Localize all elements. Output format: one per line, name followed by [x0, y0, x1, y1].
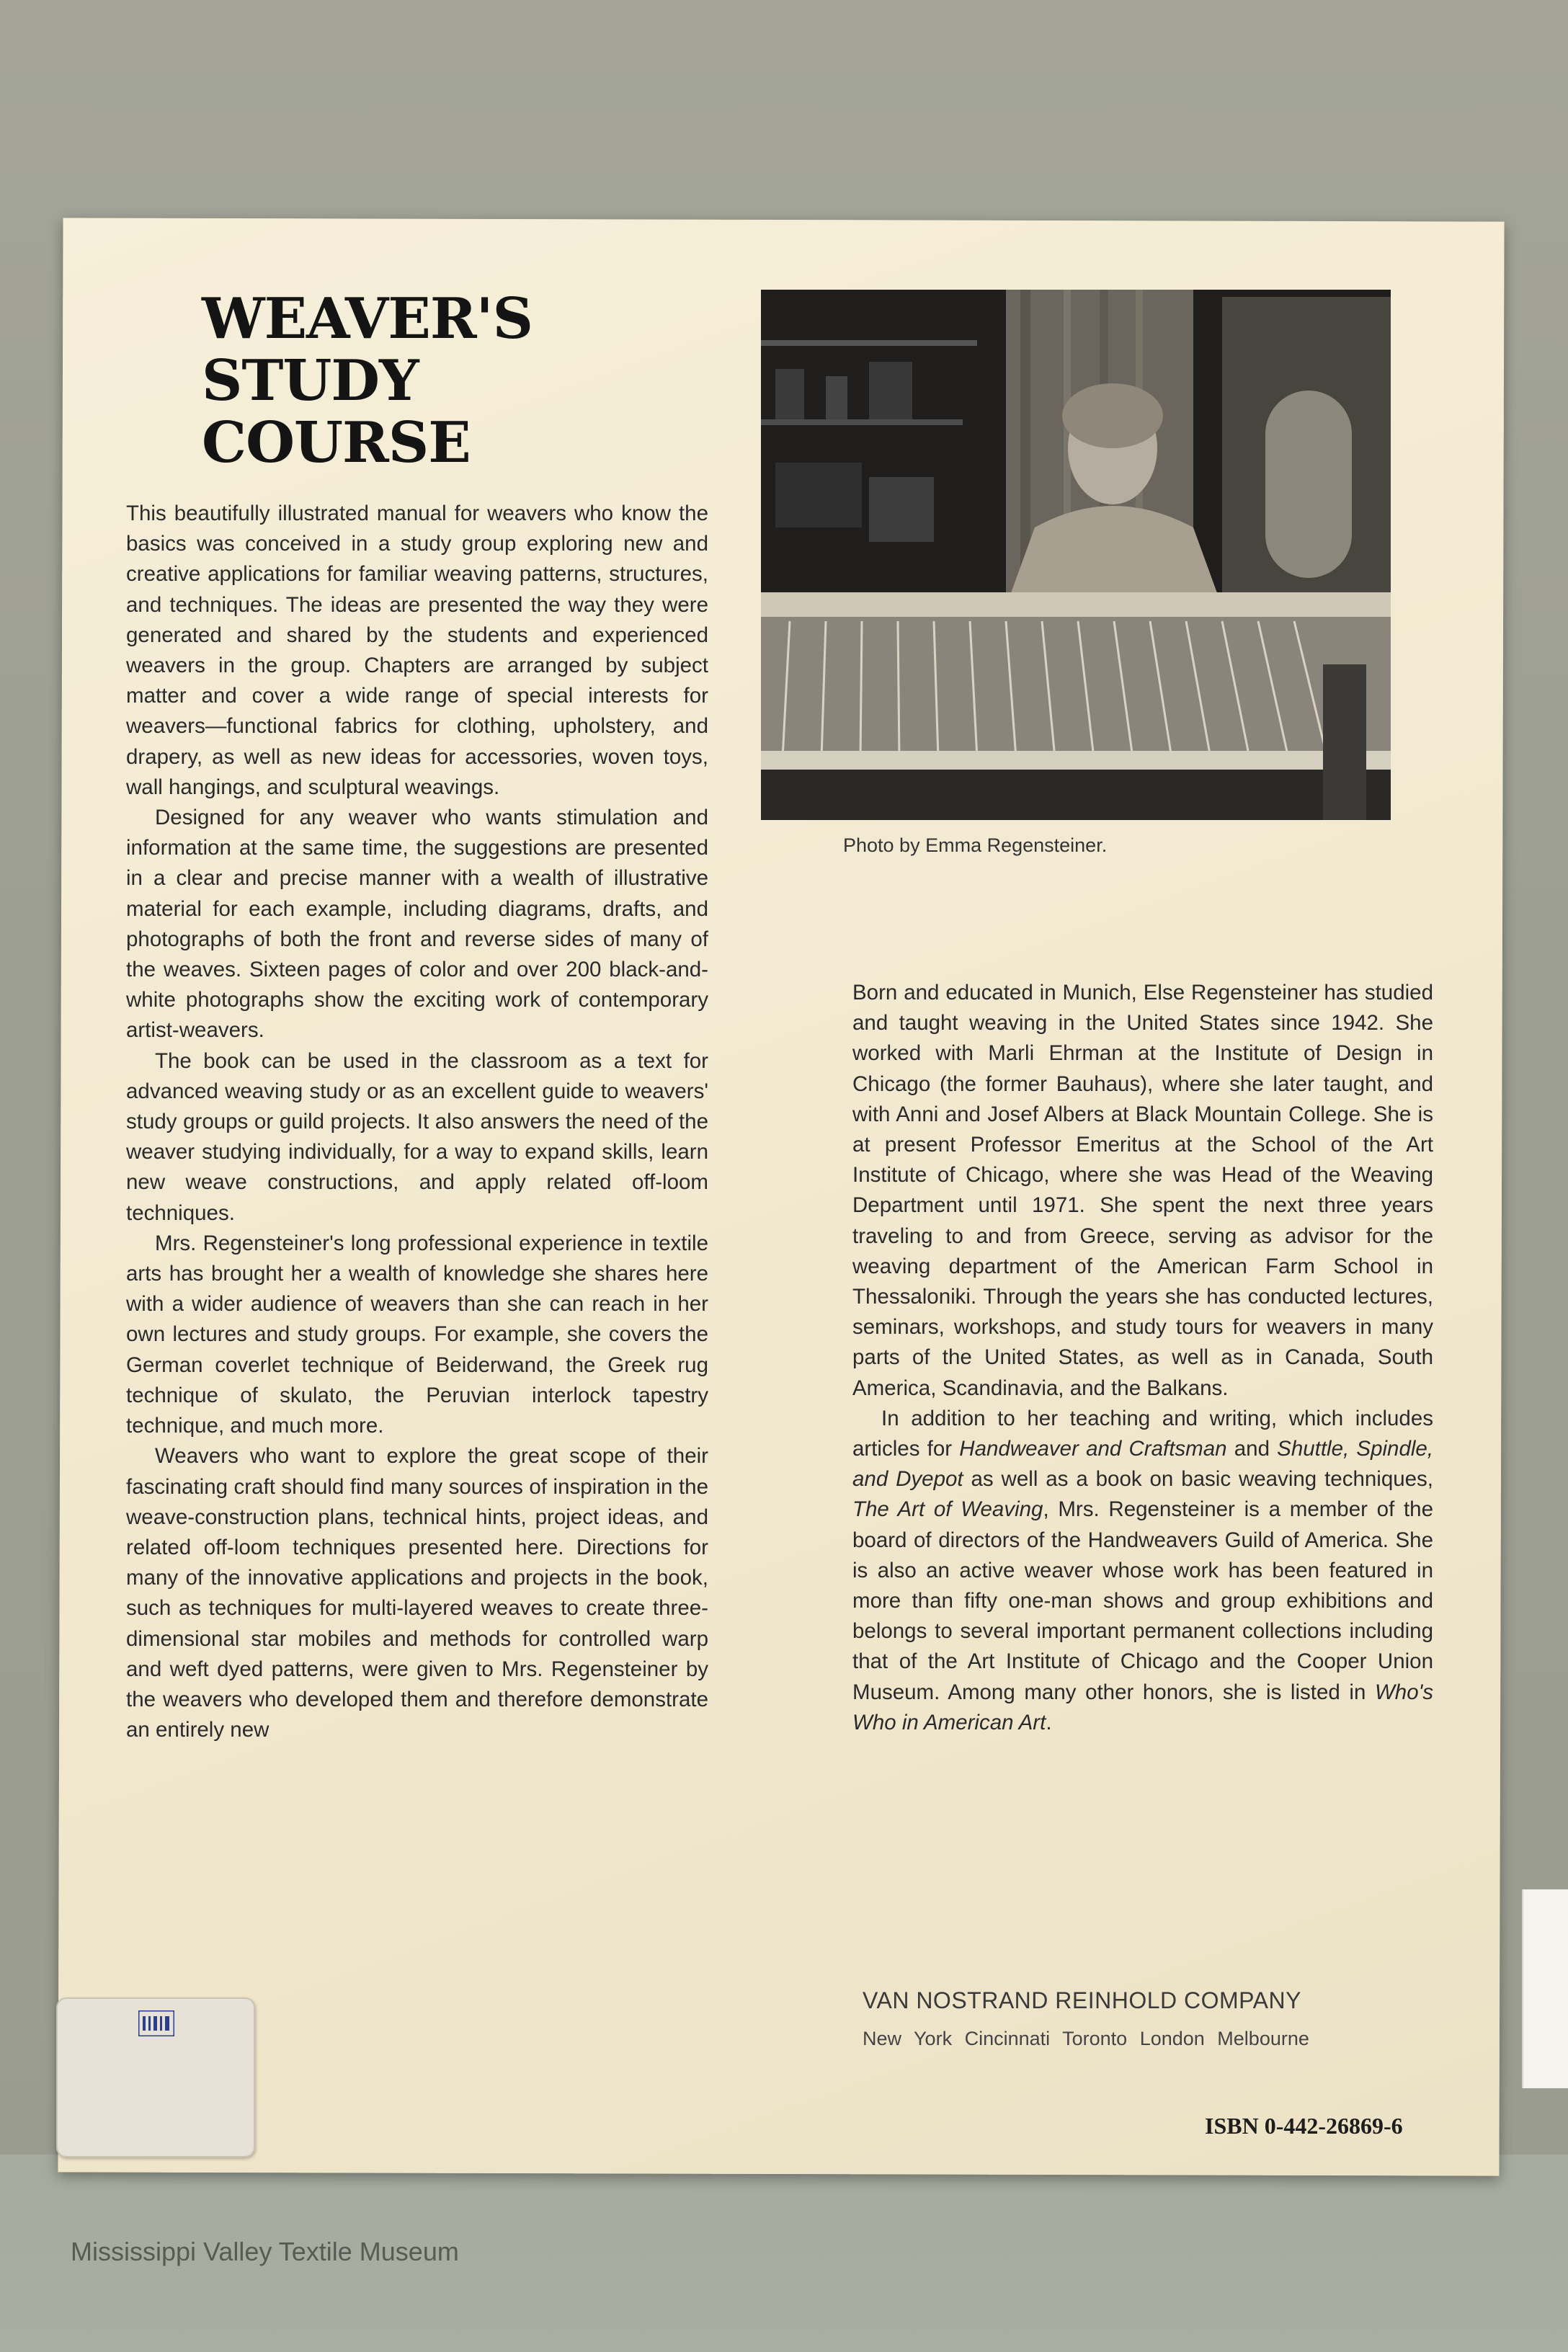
title-line-2: STUDY [202, 348, 419, 414]
bio-whos-who-title: Who's Who in American Art [852, 1680, 1433, 1734]
shelf-label-tab [1522, 1889, 1568, 2088]
bio-text-4: , Mrs. Regensteiner is a member of the board of directors of the Handweavers Guild of America. She is also an active weaver whose work has been featured in more than fifty one-man shows and group exhibitions and belongs to several important permanent collections including that of the Art Institute of Chicago and the Cooper Union Museum. Among many other honors, she is listed in [852, 1497, 1433, 1704]
photo-caption: Photo by Emma Regensteiner. [843, 834, 1108, 856]
museum-watermark: Mississippi Valley Textile Museum [71, 2237, 459, 2266]
author-photo [761, 290, 1391, 820]
publisher-name: VAN NOSTRAND REINHOLD COMPANY [863, 1987, 1301, 2013]
bio-text-2: and [1226, 1437, 1278, 1461]
bio-magazine-title-2: Shuttle, Spindle, and Dyepot [852, 1437, 1434, 1492]
bio-book-title: The Art of Weaving [852, 1497, 1043, 1522]
description-paragraph-4: Mrs. Regensteiner's long professional experience in textile arts has brought her a wealth of knowledge she shares here with a wider audience of weavers than she can reach in her own lectures and study groups. For example, she covers the German coverlet technique of Beiderwand, the Greek rug technique of skulato, the Peruvian interlock tapestry technique, and much more. [126, 1231, 708, 1438]
book-title [202, 288, 576, 474]
bio-paragraph-2 [852, 1404, 1433, 1738]
library-sticker [56, 1997, 255, 2157]
author-bio-column [852, 978, 1433, 1738]
title-line-1: WEAVER'S [202, 286, 533, 352]
bio-text-1: In addition to her teaching and writing, which includes articles for [852, 1406, 1433, 1461]
description-paragraph-2: Designed for any weaver who wants stimulation and information at the same time, the suggestions are presented in a clear and precise manner with a wealth of illustrative material for each example, including diagrams, drafts, and photographs of both the front and reverse sides of many of the weaves. Sixteen pages of color and over 200 black-and-white photographs show the exciting work of contemporary artist-weavers. [126, 806, 708, 1043]
title-line-3: COURSE [202, 410, 471, 476]
bio-text-5: . [1046, 1710, 1052, 1734]
description-column [126, 499, 708, 1745]
bio-magazine-title-1: Handweaver and Craftsman [959, 1437, 1227, 1461]
description-paragraph-3: The book can be used in the classroom as a text for advanced weaving study or as an excellent guide to weavers' study groups or guild projects. It also answers the need of the weaver studying individually, for a way to expand skills, learn new weave constructions, and apply related off-loom techniques. [126, 1048, 708, 1225]
bio-text-3: as well as a book on basic weaving techniques, [963, 1467, 1433, 1492]
description-paragraph-1: This beautifully illustrated manual for weavers who know the basics was conceived in a study group exploring new and creative applications for familiar weaving patterns, structures, and techniques. The ideas are presented the way they were generated and shared by the students and experienced weavers in the group. Chapters are arranged by subject matter and cover a wide range of special interests for weavers—functional fabrics for clothing, upholstery, and drapery, as well as new ideas for accessories, woven toys, wall hangings, and sculptural weavings. [126, 502, 708, 799]
bio-paragraph-1: Born and educated in Munich, Else Regensteiner has studied and taught weaving in the United States since 1942. She worked with Marli Ehrman at the Institute of Design in Chicago (the former Bauhaus), where she later taught, and with Anni and Josef Albers at Black Mountain College. She is at present Professor Emeritus at the School of the Art Institute of Chicago, where she was Head of the Weaving Department until 1971. She spent the next three years traveling to and from Greece, serving as advisor for the weaving department of the American Farm School in Thessaloniki. Through the years she has conducted lectures, seminars, workshops, and study tours for weavers in many parts of the United States, as well as in Canada, South America, Scandinavia, and the Balkans. [852, 981, 1433, 1400]
description-paragraph-5: Weavers who want to explore the great scope of their fascinating craft should find many sources of inspiration in the weave-construction plans, technical hints, project ideas, and related off-loom techniques presented here. Directions for many of the innovative applications and projects in the book, such as techniques for multi-layered weaves to create three-dimensional star mobiles and methods for controlled warp and weft dyed patterns, were given to Mrs. Regensteiner by the weavers who developed them and therefore demonstrate an entirely new [126, 1444, 708, 1742]
publisher-cities: New York Cincinnati Toronto London Melbourne [863, 2028, 1309, 2049]
library-barcode-icon [138, 2010, 174, 2036]
isbn-number: ISBN 0-442-26869-6 [1205, 2113, 1403, 2139]
